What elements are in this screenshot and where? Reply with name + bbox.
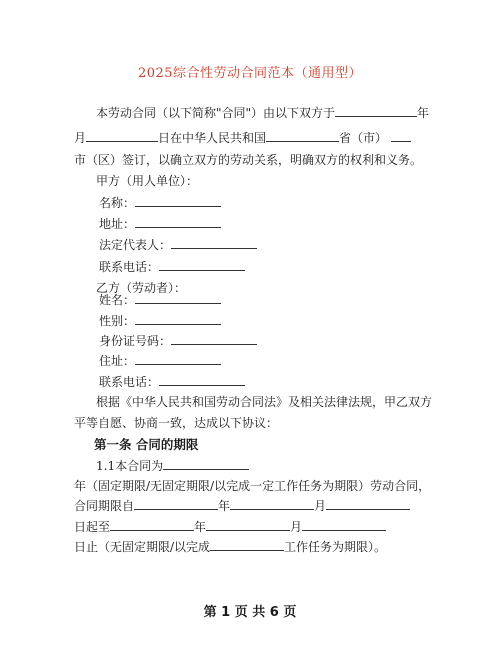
end-day-field[interactable]: [302, 519, 386, 531]
province-blank[interactable]: [266, 130, 339, 142]
province-label: 省（市）: [339, 131, 388, 145]
party-a-rep-label: 法定代表人：: [99, 238, 172, 252]
party-a-name-label: 名称：: [99, 196, 136, 210]
contract-type-field[interactable]: [163, 458, 249, 470]
year-label: 年: [417, 106, 430, 120]
party-a-name-field[interactable]: [135, 195, 221, 207]
party-b-id-row: [99, 332, 257, 349]
party-b-id-label: 身份证号码：: [99, 334, 172, 348]
start-year-field[interactable]: [134, 498, 218, 510]
intro-line-1: [96, 104, 429, 121]
intro-text: 本劳动合同（以下简称"合同"）由以下双方于: [96, 106, 336, 120]
party-b-name-row: [99, 291, 221, 308]
intro-line-3: 市（区）签订，以确立双方的劳动关系，明确双方的权利和义务。: [74, 153, 423, 167]
day-to-label: 日止（无固定期限/以完成: [74, 540, 211, 554]
party-b-id-field[interactable]: [171, 333, 257, 345]
term-types-line: 年（固定期限/无固定期限/以完成一定工作任务为期限）劳动合同，: [74, 479, 431, 493]
date-month-blank[interactable]: [86, 130, 158, 142]
clause-1-1-label: 1.1本合同为: [96, 459, 164, 473]
end-month-field[interactable]: [206, 519, 290, 531]
party-b-heading: 乙方（劳动者）：: [96, 281, 187, 295]
party-b-name-field[interactable]: [135, 292, 221, 304]
party-a-phone-field[interactable]: [159, 259, 245, 271]
date-year-blank[interactable]: [335, 105, 417, 117]
party-b-phone-row: [99, 373, 245, 390]
start-month-field[interactable]: [230, 498, 314, 510]
party-a-address-row: [99, 215, 221, 232]
party-a-address-label: 地址：: [99, 217, 136, 231]
task-field[interactable]: [210, 539, 284, 551]
party-b-phone-label: 联系电话：: [99, 375, 160, 389]
intro-line-2: [74, 129, 411, 146]
page-indicator: 第 1 页 共 6 页: [203, 605, 297, 620]
party-b-address-row: [99, 352, 221, 369]
party-b-gender-field[interactable]: [135, 313, 221, 325]
period-from-label: 合同期限自: [74, 499, 135, 513]
start-day-field[interactable]: [326, 498, 410, 510]
party-b-gender-row: [99, 312, 221, 329]
day-from-label: 日起至: [74, 520, 111, 534]
party-b-gender-label: 性别：: [99, 314, 136, 328]
period-to-row: [74, 518, 386, 535]
party-a-name-row: [99, 194, 221, 211]
end-year-field[interactable]: [110, 519, 194, 531]
start-year-label: 年: [218, 499, 231, 513]
basis-line-1: 根据《中华人民共和国劳动合同法》及相关法律法规，甲乙双方: [96, 395, 433, 409]
party-a-phone-label: 联系电话：: [99, 260, 160, 274]
party-b-address-field[interactable]: [135, 353, 221, 365]
period-from-row: [74, 497, 410, 514]
party-a-rep-field[interactable]: [171, 237, 257, 249]
city-blank[interactable]: [391, 130, 411, 142]
party-a-rep-row: [99, 236, 257, 253]
party-a-phone-row: [99, 258, 245, 275]
party-b-name-label: 姓名：: [99, 293, 136, 307]
period-end-row: [74, 538, 386, 555]
month-label: 月: [74, 131, 87, 145]
end-year-label: 年: [194, 520, 207, 534]
basis-line-2: 平等自愿、协商一致，达成以下协议：: [74, 416, 279, 430]
clause-1-1-row: [96, 457, 249, 474]
document-title: 2025综合性劳动合同范本（通用型）: [137, 66, 363, 81]
article-1-heading: 第一条 合同的期限: [94, 437, 199, 452]
party-a-address-field[interactable]: [135, 216, 221, 228]
party-b-phone-field[interactable]: [159, 374, 245, 386]
task-tail-label: 工作任务为期限）。: [284, 540, 387, 554]
start-month-label: 月: [314, 499, 327, 513]
party-b-address-label: 住址：: [99, 354, 136, 368]
party-a-heading: 甲方（用人单位）：: [96, 174, 199, 188]
end-month-label: 月: [290, 520, 303, 534]
day-country-label: 日在中华人民共和国: [158, 131, 267, 145]
